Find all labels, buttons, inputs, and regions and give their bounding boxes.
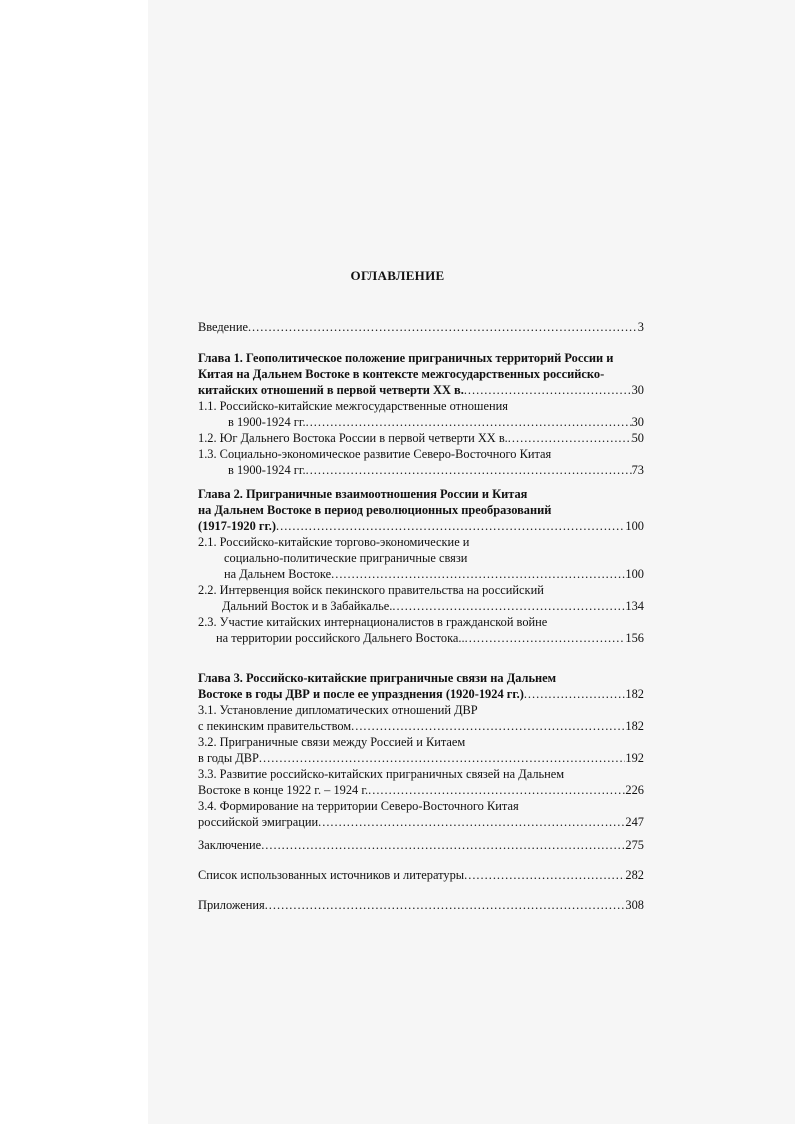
toc-entry-page: 308 (625, 898, 644, 912)
toc-entry-text: на Дальнем Востоке в период революционных преобразований (198, 503, 552, 517)
toc-section (198, 766, 644, 782)
toc-chapter-heading (198, 382, 644, 398)
toc-entry-page: 30 (631, 415, 644, 429)
toc-entry-introduction (198, 319, 644, 335)
toc-section (198, 446, 644, 462)
toc-section (198, 734, 644, 750)
toc-entry-text: 3.3. Развитие российско-китайских приграничных связей на Дальнем (198, 767, 565, 781)
toc-section (228, 414, 644, 430)
toc-entry-appendices (198, 897, 644, 913)
toc-entry-text: Китая на Дальнем Востоке в контексте межгосударственных российско- (198, 367, 605, 381)
dot-leader (259, 750, 626, 766)
dot-leader (392, 598, 625, 614)
toc-title: ОГЛАВЛЕНИЕ (350, 268, 445, 283)
toc-entry-page: 3 (637, 320, 644, 334)
toc-entry-text: в 1900-1924 гг. (228, 415, 306, 429)
toc-section (228, 462, 644, 478)
dot-leader (368, 782, 625, 798)
toc-section (198, 718, 644, 734)
toc-entry-text: в 1900-1924 гг. (228, 463, 306, 477)
toc-entry-page: 30 (631, 383, 644, 397)
toc-entry-text: с пекинским правительством (198, 719, 352, 733)
toc-chapter-heading (198, 502, 644, 518)
toc-section (198, 534, 644, 550)
toc-section (198, 430, 644, 446)
toc-section (198, 702, 644, 718)
toc-entry-text: в годы ДВР (198, 751, 259, 765)
toc-entry-text: 1.2. Юг Дальнего Востока России в первой четверти XX в. (198, 431, 508, 445)
toc-entry-page: 100 (625, 567, 644, 581)
dot-leader (306, 462, 632, 478)
toc-chapter-heading (198, 670, 644, 686)
dot-leader (465, 630, 626, 646)
dot-leader (508, 430, 632, 446)
toc-entry-page: 247 (625, 815, 644, 829)
dot-leader (464, 382, 632, 398)
toc-entry-text: на Дальнем Востоке (224, 567, 332, 581)
toc-entry-text: Дальний Восток и в Забайкалье. (222, 599, 393, 613)
toc-entry-text: 1.1. Российско-китайские межгосударственные отношения (198, 399, 508, 413)
toc-entry-page: 73 (631, 463, 644, 477)
toc-entry-page: 182 (625, 719, 644, 733)
toc-entry-text: 2.3. Участие китайских интернационалистов в гражданской войне (198, 615, 548, 629)
toc-entry-text: Глава 3. Российско-китайские приграничные связи на Дальнем (198, 671, 557, 685)
toc-entry-text: 3.1. Установление дипломатических отношений ДВР (198, 703, 478, 717)
toc-chapter-heading (198, 686, 644, 702)
toc-entry-bibliography (198, 867, 644, 883)
toc-entry-text: (1917-1920 гг.) (198, 519, 276, 533)
toc-entry-page: 50 (631, 431, 644, 445)
toc-entry-text: 2.1. Российско-китайские торгово-экономические и (198, 535, 470, 549)
toc-entry-text: Приложения (198, 898, 265, 912)
toc-entry-text: Востоке в конце 1922 г. – 1924 г. (198, 783, 369, 797)
toc-section (198, 750, 644, 766)
toc-chapter-heading (198, 486, 644, 502)
toc-entry-text: российской эмиграции (198, 815, 319, 829)
dot-leader (331, 566, 625, 582)
toc-entry-page: 100 (625, 519, 644, 533)
toc-section (198, 398, 644, 414)
toc-section (222, 598, 644, 614)
toc-entry-text: 1.3. Социально-экономическое развитие Северо-Восточного Китая (198, 447, 552, 461)
toc-entry-page: 275 (625, 838, 644, 852)
toc-section (198, 782, 644, 798)
toc-entry-page: 282 (625, 868, 644, 882)
toc-chapter-heading (198, 350, 644, 366)
toc-entry-text: Заключение (198, 838, 262, 852)
dot-leader (351, 718, 625, 734)
dot-leader (464, 867, 625, 883)
toc-section (198, 614, 644, 630)
toc-section (216, 630, 644, 646)
toc-section (198, 582, 644, 598)
toc-entry-text: Глава 1. Геополитическое положение приграничных территорий России и (198, 351, 614, 365)
toc-entry-page: 182 (625, 687, 644, 701)
toc-entry-text: Глава 2. Приграничные взаимоотношения России и Китая (198, 487, 528, 501)
toc-entry-page: 226 (625, 783, 644, 797)
dot-leader (306, 414, 632, 430)
toc-entry-page: 134 (625, 599, 644, 613)
toc-entry-text: на территории российского Дальнего Востока.. (216, 631, 465, 645)
dot-leader (524, 686, 626, 702)
toc-entry-text: Введение (198, 320, 248, 334)
dot-leader (248, 319, 638, 335)
toc-section (224, 566, 644, 582)
toc-entry-text: социально-политические приграничные связи (224, 551, 468, 565)
toc-entry-text: Востоке в годы ДВР и после ее упразднения (1920-1924 гг.) (198, 687, 524, 701)
toc-entry-page: 156 (625, 631, 644, 645)
toc-entry-text: 3.4. Формирование на территории Северо-Восточного Китая (198, 799, 519, 813)
toc-entry-conclusion (198, 837, 644, 853)
toc-section (198, 798, 644, 814)
toc-section (198, 814, 644, 830)
toc-entry-text: китайских отношений в первой четверти XX в. (198, 383, 464, 397)
toc-entry-text: 3.2. Приграничные связи между Россией и Китаем (198, 735, 466, 749)
dot-leader (261, 837, 625, 853)
toc-chapter-heading (198, 518, 644, 534)
toc-entry-text: 2.2. Интервенция войск пекинского правительства на российский (198, 583, 544, 597)
dot-leader (318, 814, 625, 830)
toc-entry-page: 192 (625, 751, 644, 765)
toc-chapter-heading (198, 366, 644, 382)
toc-section (224, 550, 644, 566)
dot-leader (276, 518, 625, 534)
dot-leader (265, 897, 626, 913)
toc-entry-text: Список использованных источников и литературы (198, 868, 465, 882)
